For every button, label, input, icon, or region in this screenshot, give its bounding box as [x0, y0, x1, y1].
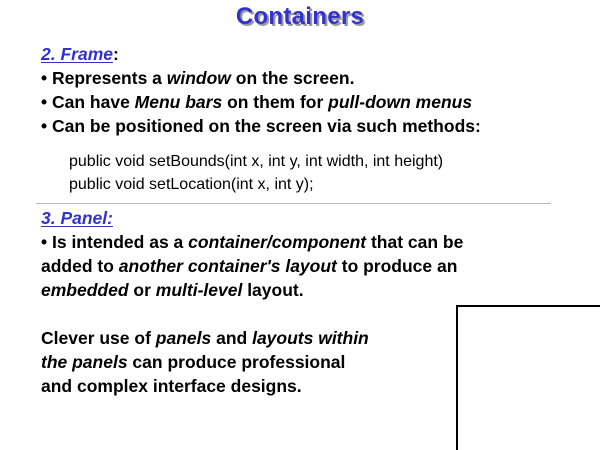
frame-heading-colon: : — [112, 44, 119, 64]
frame-heading-line — [41, 42, 119, 66]
text-run: to produce an — [336, 256, 458, 276]
panel-heading: 3. Panel: — [41, 208, 113, 228]
text-run: Clever use of — [41, 328, 156, 348]
panel-bullet-line1 — [41, 230, 463, 254]
text-run: on them for — [222, 92, 329, 112]
text-run: • Is intended as a — [41, 232, 189, 252]
text-run: • Can have — [41, 92, 135, 112]
text-run: added to — [41, 256, 119, 276]
text-run: and — [211, 328, 253, 348]
text-run: that can be — [366, 232, 464, 252]
frame-heading: 2. Frame — [41, 44, 113, 64]
panel-bullet-line2 — [41, 254, 457, 278]
text-run-italic: layouts within — [252, 328, 369, 348]
frame-bullet-window — [41, 66, 354, 90]
text-run: • Represents a — [41, 68, 167, 88]
text-run: can produce professional — [127, 352, 346, 372]
window-frame-illustration — [456, 305, 600, 450]
text-run-italic: window — [166, 68, 231, 88]
panel-para-line1 — [41, 326, 369, 350]
text-run-italic: panels — [155, 328, 212, 348]
frame-bullet-menubars — [41, 90, 472, 114]
panel-bullet-line3 — [41, 278, 304, 302]
frame-bullet-positioned: • Can be positioned on the screen via such methods: — [41, 116, 481, 136]
text-run-italic: pull-down menus — [328, 92, 473, 112]
panel-heading-line — [41, 206, 113, 230]
text-run: or — [128, 280, 156, 300]
code-setlocation: public void setLocation(int x, int y); — [69, 176, 314, 193]
text-run-italic: container/component — [188, 232, 367, 252]
text-run-italic: another container's layout — [118, 256, 337, 276]
text-run-italic: the panels — [41, 352, 128, 372]
panel-para-line3: and complex interface designs. — [41, 376, 302, 396]
text-run: layout. — [242, 280, 304, 300]
code-setbounds: public void setBounds(int x, int y, int width, int height) — [69, 153, 444, 170]
text-run-italic: Menu bars — [134, 92, 223, 112]
text-run-italic: multi-level — [155, 280, 243, 300]
slide-title: Containers — [235, 3, 365, 30]
text-run-italic: embedded — [41, 280, 129, 300]
panel-para-line2 — [41, 350, 345, 374]
text-run: on the screen. — [230, 68, 355, 88]
section-divider — [36, 203, 551, 204]
